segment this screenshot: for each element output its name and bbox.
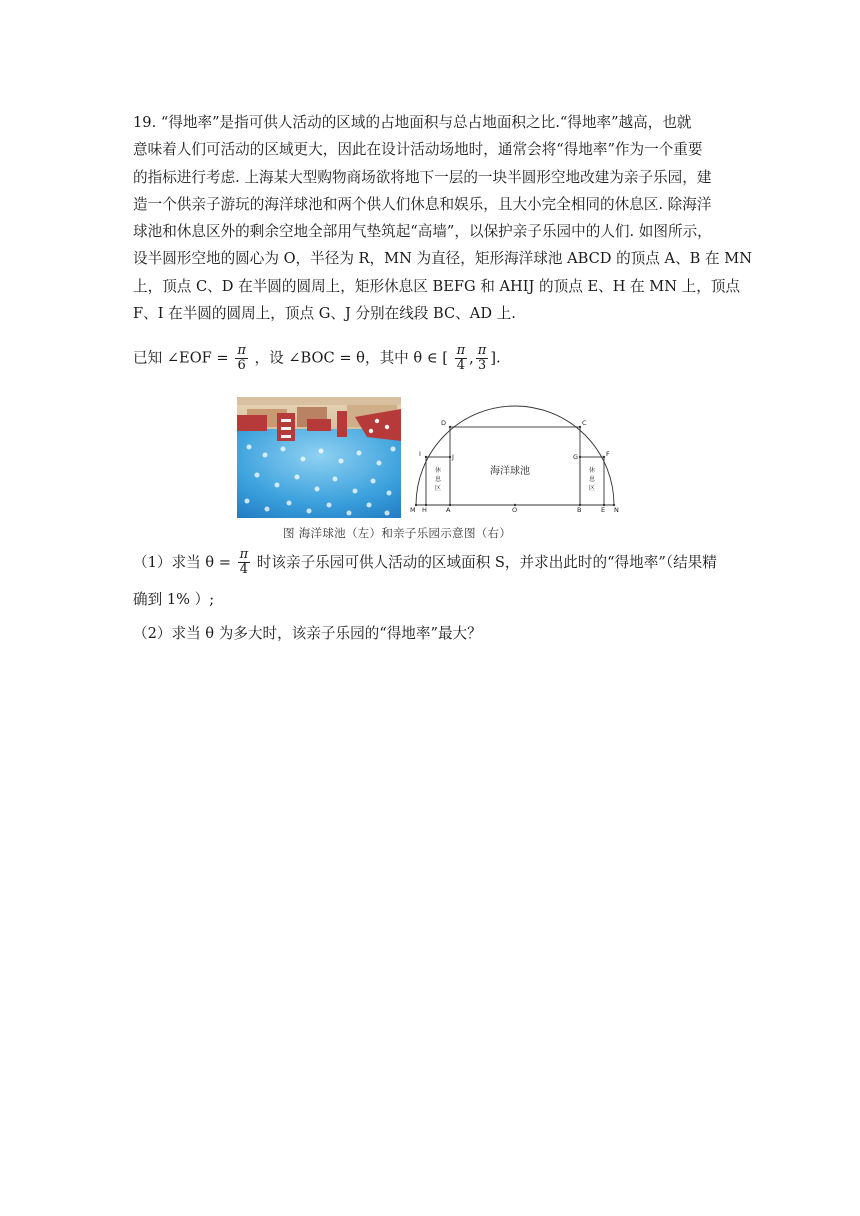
label-f: F [606, 450, 610, 458]
ball-pit-photo [237, 397, 401, 518]
q1-suffix: 时该亲子乐园可供人活动的区域面积 S，并求出此时的“得地率”（结果精 [256, 553, 717, 571]
rest-label-left-2: 息 [435, 476, 442, 483]
rest-label-left-3: 区 [435, 485, 442, 492]
fraction-pi-over-4 [455, 344, 468, 373]
label-n: N [614, 506, 619, 514]
fraction-numerator: π [477, 343, 487, 358]
given-condition [133, 344, 501, 373]
label-b: B [577, 506, 582, 514]
label-m: M [410, 506, 416, 514]
figure-caption: 图 海洋球池（左）和亲子乐园示意图（右） [283, 526, 512, 540]
label-c: C [582, 419, 587, 427]
fraction-denominator: 3 [477, 358, 487, 373]
label-h: H [422, 506, 427, 514]
label-d: D [441, 419, 447, 427]
problem-line: 意味着人们可活动的区域更大，因此在设计活动场地时，通常会将“得地率”作为一个重要 [133, 141, 703, 159]
fraction-numerator: π [456, 343, 466, 358]
problem-line: 设半圆形空地的圆心为 O，半径为 R，MN 为直径，矩形海洋球池 ABCD 的顶点 A、B 在 MN [133, 250, 752, 268]
label-e: E [601, 506, 606, 514]
given-suffix: ]. [490, 349, 501, 367]
rest-label-right-2: 息 [589, 476, 596, 483]
question-1 [133, 548, 733, 611]
problem-line: 造一个供亲子游玩的海洋球池和两个供人们休息和娱乐，且大小完全相同的休息区. 除海洋 [133, 195, 712, 213]
fraction-denominator: 6 [237, 358, 246, 373]
problem-line: F、I 在半圆的圆周上，顶点 G、J 分别在线段 BC、AD 上. [133, 305, 516, 323]
interval-comma: , [469, 349, 474, 367]
label-a: A [446, 506, 451, 514]
label-j: J [452, 453, 454, 461]
question-1-line-1 [133, 547, 717, 577]
fraction-denominator: 4 [456, 358, 466, 373]
rest-label-right-1: 休 [589, 467, 596, 474]
problem-line: 上，顶点 C、D 在半圆的圆周上，矩形休息区 BEFG 和 AHIJ 的顶点 E、H 在 MN 上，顶点 [133, 277, 741, 295]
park-diagram [410, 398, 626, 516]
problem-line: 球池和休息区外的剩余空地全部用气垫筑起“高墙”，以保护亲子乐园中的人们. 如图所示， [133, 223, 712, 241]
fraction-pi-over-6 [235, 344, 248, 373]
rest-label-right-3: 区 [589, 485, 596, 492]
problem-statement [133, 109, 752, 327]
question-1-line-2: 确到 1% ）; [133, 591, 215, 608]
fraction-denominator: 4 [239, 562, 248, 577]
q1-prefix: （1）求当 θ = [133, 553, 231, 571]
fraction-numerator: π [237, 343, 246, 358]
fraction-pi-over-3 [476, 344, 489, 373]
label-i: I [419, 450, 421, 458]
question-2: （2）求当 θ 为多大时，该亲子乐园的“得地率”最大？ [133, 625, 482, 642]
label-o: O [512, 506, 518, 514]
rest-label-left-1: 休 [435, 467, 442, 474]
given-middle: ，设 ∠BOC = θ，其中 θ ∈ [ [254, 349, 448, 367]
fraction-numerator: π [239, 547, 249, 562]
label-g: G [573, 453, 579, 461]
problem-line: 的指标进行考虑. 上海某大型购物商场欲将地下一层的一块半圆形空地改建为亲子乐园，建 [133, 168, 712, 186]
fraction-pi-over-4 [238, 548, 251, 577]
given-prefix: 已知 ∠EOF = [133, 349, 229, 367]
problem-line: 19. “得地率”是指可供人活动的区域的占地面积与总占地面积之比.“得地率”越高，也就 [133, 114, 692, 131]
pool-label: 海洋球池 [490, 466, 530, 477]
